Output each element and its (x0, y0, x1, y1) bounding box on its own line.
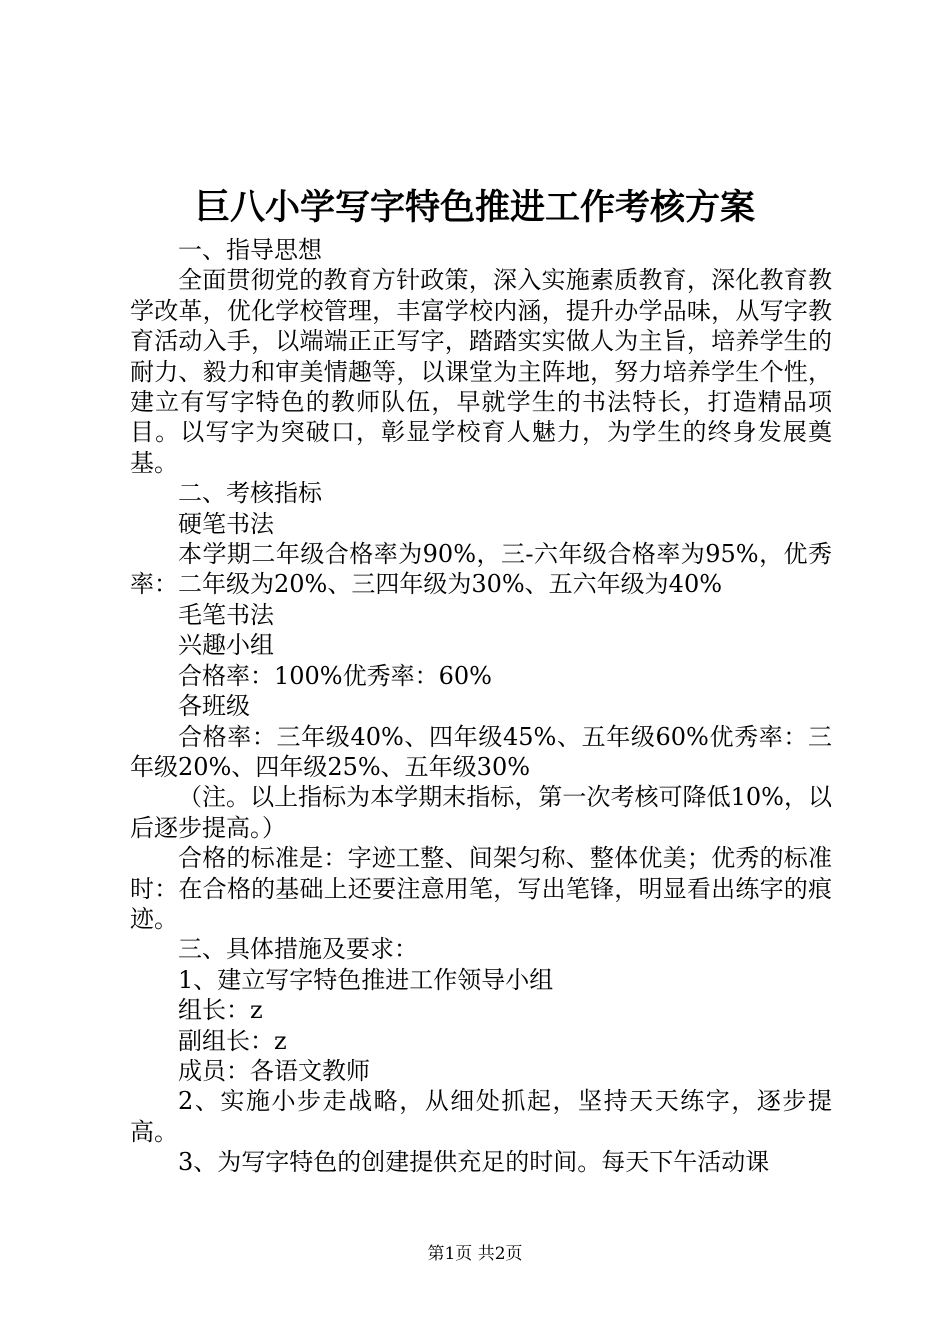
paragraph-class-rates: 合格率：三年级40%、四年级45%、五年级60%优秀率：三年级20%、四年级25%、五年级30% (130, 722, 832, 781)
item-small-steps: 2、实施小步走战略，从细处抓起，坚持天天练字，逐步提高。 (130, 1087, 832, 1146)
paragraph-standards: 合格的标准是：字迹工整、间架匀称、整体优美；优秀的标准时：在合格的基础上还要注意用笔，写出笔锋，明显看出练字的痕迹。 (130, 844, 832, 933)
paragraph-interest-group-rates: 合格率：100%优秀率：60% (178, 661, 492, 690)
item-group-leader: 组长：z (178, 996, 263, 1025)
subheading-classes: 各班级 (178, 692, 250, 721)
document-body (130, 235, 832, 1178)
section-heading-measures: 三、具体措施及要求： (178, 935, 418, 964)
section-heading-guiding-ideology: 一、指导思想 (178, 236, 322, 264)
paragraph-note: （注。以上指标为本学期末指标，第一次考核可降低10%，以后逐步提高。） (130, 783, 832, 842)
paragraph-guiding-ideology: 全面贯彻党的教育方针政策，深入实施素质教育，深化教育教学改革，优化学校管理，丰富学校内涵，提升办学品味，从写字教育活动入手，以端端正正写字，踏踏实实做人为主旨，培养学生的耐力、毅力和审美情趣等，以课堂为主阵地，努力培养学生个性，建立有写字特色的教师队伍，早就学生的书法特长，打造精品项目。以写字为突破口，彰显学校育人魅力，为学生的终身发展奠基。 (130, 266, 832, 477)
paragraph-hard-pen-rates: 本学期二年级合格率为90%，三-六年级合格率为95%，优秀率：二年级为20%、三四年级为30%、五六年级为40% (130, 540, 832, 599)
item-deputy-leader: 副组长：z (178, 1026, 287, 1055)
subheading-hard-pen: 硬笔书法 (178, 509, 274, 538)
item-time-provision: 3、为写字特色的创建提供充足的时间。每天下午活动课 (178, 1148, 770, 1177)
item-leadership-group: 1、建立写字特色推进工作领导小组 (178, 965, 554, 994)
page-footer: 第1页 共2页 (427, 1244, 523, 1264)
document-title: 巨八小学写字特色推进工作考核方案 (194, 187, 755, 228)
subheading-brush: 毛笔书法 (178, 600, 274, 629)
item-members: 成员：各语文教师 (178, 1056, 370, 1085)
subheading-interest-group: 兴趣小组 (178, 631, 274, 660)
section-heading-assessment-indicators: 二、考核指标 (178, 479, 322, 508)
